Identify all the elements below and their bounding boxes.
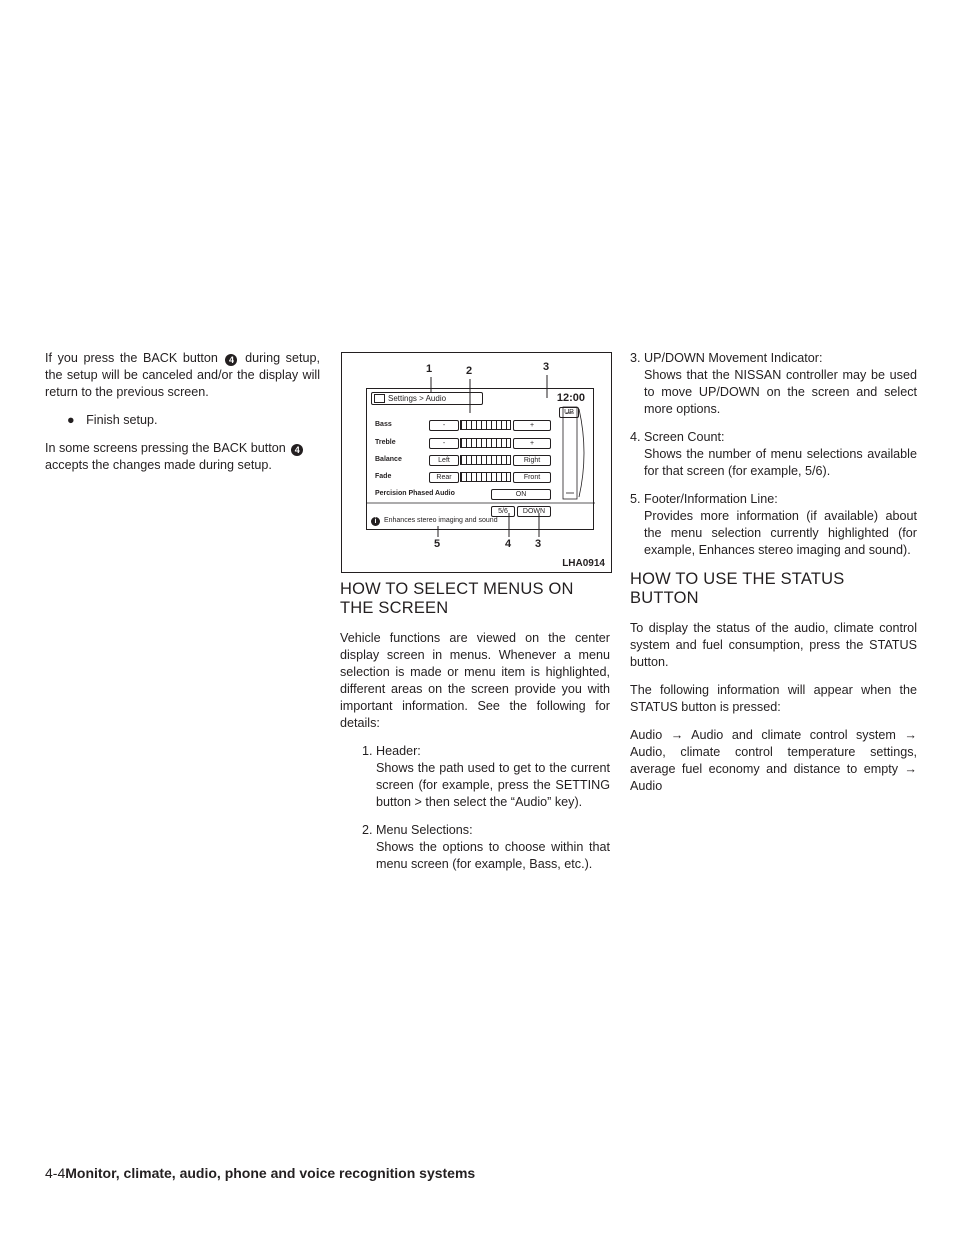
page-footer: [45, 1165, 475, 1181]
info-footer: i Enhances stereo imaging and sound: [369, 517, 498, 526]
down-button: DOWN: [517, 506, 551, 517]
screen-header: Settings > Audio: [371, 392, 483, 405]
back-button-paragraph: If you press the BACK button 4 during setup, the setup will be canceled and/or the display will return to the previous screen.: [45, 351, 320, 399]
row-left-button: -: [429, 438, 459, 449]
page-number: 4-4: [45, 1165, 66, 1181]
row-left-button: -: [429, 420, 459, 431]
list-item: 4. Screen Count: Shows the number of menu selections available for that screen (for example, 5/6).: [630, 430, 917, 478]
callout-4-icon: 4: [225, 354, 237, 366]
status-paragraph-2: The following information will appear when the STATUS button is pressed:: [630, 683, 917, 714]
intro-paragraph: Vehicle functions are viewed on the center display screen in menus. Whenever a menu selection is made or menu item is highlighted, different areas on the screen provide you with important information. See the following for details:: [340, 631, 610, 730]
row-label: Balance: [375, 456, 402, 463]
list-item: 5. Footer/Information Line: Provides more information (if available) about the menu selection currently highlighted (for example, Enhances stereo imaging and sound).: [630, 492, 917, 557]
list-item: 2. Menu Selections: Shows the options to choose within that menu screen (for example, Bass, etc.).: [362, 823, 610, 871]
status-paragraph-1: To display the status of the audio, climate control system and fuel consumption, press the STATUS button.: [630, 621, 917, 669]
scroll-indicator: [367, 389, 595, 531]
row-right-button: Right: [513, 455, 551, 466]
callout-4: 4: [505, 538, 512, 550]
screen-count: 5/6: [491, 506, 515, 517]
audio-settings-figure: [341, 352, 612, 573]
bullet-item: ● Finish setup.: [67, 413, 158, 427]
callout-3-bottom: 3: [535, 538, 542, 550]
figure-code: LHA0914: [562, 558, 605, 569]
row-left-button: Left: [429, 455, 459, 466]
list-item: 3. UP/DOWN Movement Indicator: Shows that the NISSAN controller may be used to move UP/DOWN on the screen and select more options.: [630, 351, 917, 416]
clock: 12:00: [556, 392, 585, 404]
callout-3-top: 3: [543, 361, 550, 373]
list-item: 1. Header: Shows the path used to get to the current screen (for example, press the SETTING button > then select the “Audio” key).: [362, 744, 610, 809]
row-right-button: +: [513, 420, 551, 431]
row-label: Fade: [375, 473, 392, 480]
left-column: [45, 350, 320, 485]
up-button: UP: [559, 407, 579, 418]
bullet-icon: ●: [67, 413, 75, 427]
callout-2: 2: [466, 365, 473, 377]
toggle-button: ON: [491, 489, 551, 500]
status-button-heading: HOW TO USE THE STATUS BUTTON: [630, 570, 845, 607]
row-label: Treble: [375, 439, 396, 446]
callout-5: 5: [434, 538, 441, 550]
middle-column: [340, 580, 610, 884]
callout-1: 1: [426, 363, 433, 375]
select-menus-heading: HOW TO SELECT MENUS ON THE SCREEN: [340, 580, 574, 617]
row-label: Bass: [375, 421, 392, 428]
row-label: Percision Phased Audio: [375, 490, 455, 497]
row-left-button: Rear: [429, 472, 459, 483]
row-right-button: Front: [513, 472, 551, 483]
info-icon: i: [371, 517, 380, 526]
row-right-button: +: [513, 438, 551, 449]
right-column: [630, 350, 917, 806]
screen-mockup: [366, 388, 594, 530]
accept-changes-paragraph: In some screens pressing the BACK button 4 accepts the changes made during setup.: [45, 440, 320, 474]
callout-4-icon: 4: [291, 444, 303, 456]
section-title: Monitor, climate, audio, phone and voice recognition systems: [65, 1165, 476, 1181]
status-paragraph-3: Audio → Audio and climate control system → Audio, climate control temperature settings, average fuel economy and distance to empty → Audio: [630, 728, 917, 793]
